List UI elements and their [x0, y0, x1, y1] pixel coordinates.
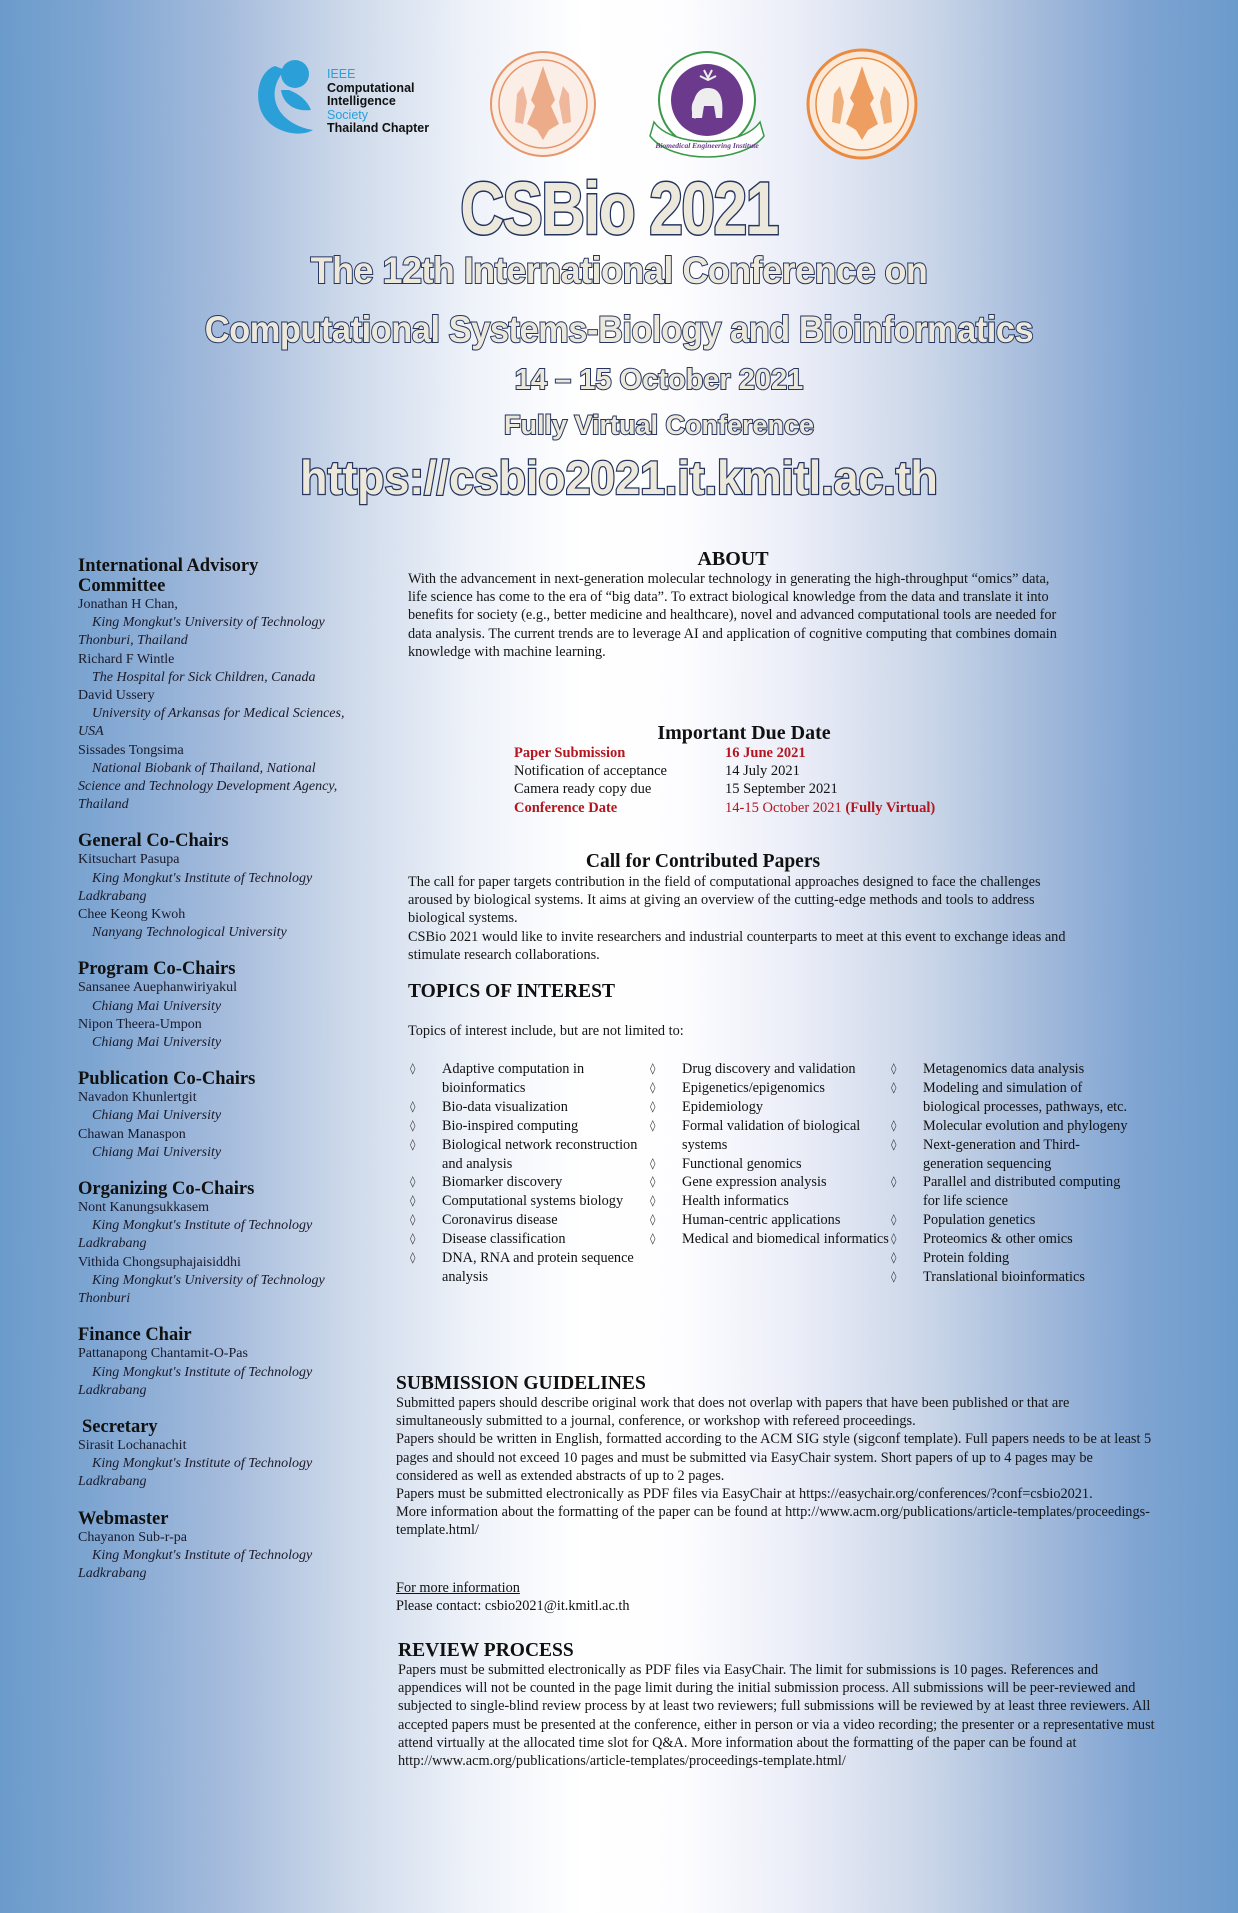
- submission-paragraph-2: Papers should be written in English, formatted according to the ACM SIG style (sigconf template). Full papers needs to be at least 5 pages and should not exceed 10 pages and must be submitted via EasyChair system. Short papers of up to 4 pages may be considered as well as extended abstracts of up to 2 pages.: [396, 1431, 1152, 1484]
- diamond-bullet-icon: ◊: [410, 1118, 416, 1132]
- member-affiliation: King Mongkut's University of Technology Thonburi, Thailand: [78, 615, 325, 649]
- member-affiliation: King Mongkut's Institute of Technology Ladkrabang: [78, 1218, 313, 1252]
- committee-general-co-chairs: [78, 831, 348, 942]
- topic-item: ◊ Epidemiology: [650, 1098, 764, 1115]
- topic-item: ◊ Computational systems biology: [410, 1193, 624, 1210]
- diamond-bullet-icon: ◊: [410, 1232, 416, 1246]
- ieee-cis-thailand-logo: [255, 52, 465, 152]
- diamond-bullet-icon: ◊: [410, 1194, 416, 1208]
- call-paragraph-2: CSBio 2021 would like to invite researchers and industrial counterparts to meet at this event to exchange ideas and stimulate research collaborations.: [408, 928, 1066, 963]
- conference-title: CSBio 2021: [460, 167, 778, 250]
- submission-title: SUBMISSION GUIDELINES: [396, 1373, 646, 1394]
- committee-publication-co-chairs: [78, 1069, 348, 1162]
- diamond-bullet-icon: ◊: [891, 1269, 897, 1283]
- committee-secretary: [78, 1417, 348, 1492]
- topic-item: ◊ Biological network reconstruction and analysis: [410, 1136, 638, 1172]
- member-name: Chee Keong Kwoh: [78, 907, 186, 923]
- diamond-bullet-icon: ◊: [410, 1175, 416, 1189]
- date-row-paper-submission: [514, 744, 994, 762]
- diamond-bullet-icon: ◊: [891, 1251, 897, 1265]
- topics-column-3: [891, 1060, 1131, 1287]
- review-title: REVIEW PROCESS: [398, 1640, 574, 1661]
- topic-item: ◊ Next-generation and Third-generation sequencing: [891, 1136, 1080, 1172]
- important-dates-section: [514, 722, 994, 817]
- date-label: Paper Submission: [514, 745, 626, 761]
- member-name: Nipon Theera-Umpon: [78, 1016, 202, 1032]
- committee-title: Publication Co-Chairs: [78, 1069, 256, 1090]
- committee-title: Finance Chair: [78, 1325, 192, 1346]
- date-row-notification: [514, 762, 994, 780]
- member-affiliation: King Mongkut's University of Technology Thonburi: [78, 1272, 325, 1307]
- submission-paragraph-3: Papers must be submitted electronically as PDF files via EasyChair at https://easychair.org/conferences/?conf=csbio2021.: [396, 1486, 1093, 1503]
- diamond-bullet-icon: ◊: [650, 1156, 656, 1170]
- topic-item: ◊ Parallel and distributed computing for life science: [891, 1174, 1121, 1210]
- call-for-papers-title: Call for Contributed Papers: [585, 851, 821, 872]
- diamond-bullet-icon: ◊: [410, 1062, 416, 1075]
- committee-webmaster: [78, 1509, 348, 1584]
- topic-item: ◊ Medical and biomedical informatics: [650, 1231, 889, 1248]
- date-row-conference: [514, 799, 994, 817]
- topics-intro: Topics of interest include, but are not limited to:: [408, 1023, 684, 1039]
- member-name: Sissades Tongsima: [78, 742, 184, 758]
- topic-item: ◊ Drug discovery and validation: [650, 1061, 856, 1077]
- topics-column-1: [410, 1060, 650, 1287]
- topic-item: ◊ Adaptive computation in bioinformatics: [410, 1061, 585, 1096]
- ieee-cis-mark-icon: [255, 56, 317, 138]
- committee-title: General Co-Chairs: [78, 831, 229, 852]
- member-affiliation: Chiang Mai University: [92, 1144, 222, 1160]
- more-information-link[interactable]: For more information: [396, 1580, 520, 1596]
- ieee-cis-text: [327, 68, 429, 136]
- date-value: 14-15 October 2021: [725, 799, 846, 816]
- member-name: Jonathan H Chan,: [78, 597, 178, 612]
- diamond-bullet-icon: ◊: [891, 1175, 897, 1189]
- member-affiliation: Chiang Mai University: [92, 1108, 222, 1124]
- topics-column-2: [650, 1060, 890, 1249]
- diamond-bullet-icon: ◊: [410, 1213, 416, 1227]
- diamond-bullet-icon: ◊: [410, 1137, 416, 1151]
- member-name: Sansanee Auephanwiriyakul: [78, 980, 238, 996]
- date-label: Camera ready copy due: [514, 781, 652, 798]
- topic-item: ◊ Molecular evolution and phylogeny: [891, 1117, 1128, 1134]
- topic-item: ◊ Epigenetics/epigenomics: [650, 1079, 825, 1096]
- chiang-mai-bme-seal-icon: [642, 48, 772, 168]
- topic-item: ◊ Disease classification: [410, 1231, 566, 1248]
- committee-title: International Advisory Committee: [78, 556, 259, 596]
- topic-item: ◊ Modeling and simulation of biological processes, pathways, etc.: [891, 1079, 1128, 1115]
- member-name: Navadon Khunlertgit: [78, 1090, 197, 1106]
- member-affiliation: Nanyang Technological University: [92, 925, 287, 941]
- computational-line: Computational: [327, 80, 415, 95]
- topic-item: ◊ Coronavirus disease: [410, 1212, 558, 1229]
- diamond-bullet-icon: ◊: [650, 1213, 656, 1227]
- diamond-bullet-icon: ◊: [891, 1232, 897, 1246]
- topic-item: ◊ Bio-inspired computing: [410, 1117, 579, 1134]
- submission-guidelines-section: [396, 1373, 1156, 1540]
- important-dates-title: Important Due Date: [657, 722, 831, 744]
- topics-title: TOPICS OF INTEREST: [408, 981, 615, 1002]
- topic-item: ◊ Population genetics: [891, 1212, 1036, 1229]
- committee-organizing-co-chairs: [78, 1179, 348, 1308]
- conference-mode: Fully Virtual Conference: [503, 410, 815, 440]
- contact-email[interactable]: Please contact: csbio2021@it.kmitl.ac.th: [396, 1598, 630, 1615]
- topic-item: ◊ Translational bioinformatics: [891, 1268, 1085, 1285]
- diamond-bullet-icon: ◊: [891, 1118, 897, 1132]
- date-note: (Fully Virtual): [845, 799, 936, 816]
- conference-dates: 14 – 15 October 2021: [514, 364, 804, 396]
- topic-item: ◊ Health informatics: [650, 1193, 789, 1210]
- date-row-camera-ready: [514, 780, 994, 798]
- committee-advisory: [78, 556, 348, 814]
- member-name: Vithida Chongsuphajaisiddhi: [78, 1254, 241, 1270]
- society-line: Society: [327, 107, 368, 122]
- committee-list: [78, 556, 348, 1600]
- topic-item: ◊ Biomarker discovery: [410, 1174, 563, 1191]
- conference-url-link[interactable]: https://csbio2021.it.kmitl.ac.th: [300, 451, 938, 504]
- committee-title: Webmaster: [78, 1508, 169, 1529]
- member-affiliation: The Hospital for Sick Children, Canada: [92, 669, 316, 685]
- member-name: Chayanon Sub-r-pa: [78, 1529, 187, 1545]
- topic-item: ◊ Proteomics & other omics: [891, 1231, 1073, 1248]
- diamond-bullet-icon: ◊: [891, 1062, 897, 1075]
- member-affiliation: King Mongkut's Institute of Technology Ladkrabang: [78, 870, 313, 904]
- committee-title: Program Co-Chairs: [78, 959, 236, 980]
- intelligence-line: Intelligence: [327, 94, 396, 108]
- date-label: Conference Date: [514, 799, 618, 816]
- diamond-bullet-icon: ◊: [891, 1137, 897, 1151]
- diamond-bullet-icon: ◊: [650, 1062, 656, 1075]
- topic-item: ◊ Metagenomics data analysis: [891, 1061, 1085, 1077]
- date-value: 15 September 2021: [725, 781, 838, 798]
- date-value: 16 June 2021: [725, 745, 806, 761]
- call-for-papers-section: [408, 851, 1068, 964]
- svg-text:Biomedical Engineering Institu: Biomedical Engineering Institute: [655, 141, 759, 150]
- committee-title: Organizing Co-Chairs: [78, 1179, 255, 1200]
- submission-paragraph-1: Submitted papers should describe original work that does not overlap with papers that have been published or that are simultaneously submitted to a journal, conference, or workshop with refereed proceedings.: [396, 1395, 1070, 1430]
- topic-item: ◊ DNA, RNA and protein sequence analysis: [410, 1250, 634, 1285]
- topic-item: ◊ Bio-data visualization: [410, 1098, 568, 1115]
- date-value: 14 July 2021: [725, 763, 800, 780]
- review-text: Papers must be submitted electronically as PDF files via EasyChair. The limit for submissions is 10 pages. References and appendices will not be counted in the page limit during the initial submission process. All submissions will be peer-reviewed and subjected to single-blind review process by at least two reviewers; full submissions will be reviewed by at least three reviewers. All accepted papers must be presented at the conference, either in person or via a video recording; the presenter or a representative must attend virtually at the allocated time slot for Q&A. More information about the formatting of the paper can be found at http://www.acm.org/publications/article-templates/proceedings-template.html/: [398, 1662, 1155, 1770]
- kmitl-seal-icon: [489, 50, 597, 158]
- conference-subtitle-line2: Computational Systems-Biology and Bioinformatics: [204, 309, 1034, 350]
- committee-finance-chair: [78, 1325, 348, 1400]
- topic-item: ◊ Human-centric applications: [650, 1212, 841, 1229]
- kmutt-seal-icon: [806, 48, 918, 160]
- member-affiliation: King Mongkut's Institute of Technology Ladkrabang: [78, 1456, 313, 1490]
- diamond-bullet-icon: ◊: [891, 1080, 897, 1094]
- diamond-bullet-icon: ◊: [650, 1175, 656, 1189]
- conference-subtitle-line1: The 12th International Conference on: [310, 250, 928, 291]
- topic-item: ◊ Gene expression analysis: [650, 1174, 827, 1191]
- contact-section: [396, 1579, 796, 1615]
- committee-title: Secretary: [82, 1416, 158, 1437]
- ieee-line: IEEE: [327, 67, 356, 81]
- member-name: Nont Kanungsukkasem: [78, 1200, 210, 1216]
- committee-program-co-chairs: [78, 959, 348, 1052]
- date-label: Notification of acceptance: [514, 763, 667, 780]
- about-section: [408, 548, 1058, 661]
- member-affiliation: King Mongkut's Institute of Technology Ladkrabang: [78, 1547, 313, 1581]
- diamond-bullet-icon: ◊: [650, 1099, 656, 1113]
- member-name: Richard F Wintle: [78, 651, 175, 667]
- about-title: ABOUT: [697, 548, 769, 570]
- diamond-bullet-icon: ◊: [891, 1213, 897, 1227]
- diamond-bullet-icon: ◊: [410, 1099, 416, 1113]
- member-affiliation: University of Arkansas for Medical Sciences, USA: [78, 706, 345, 740]
- topic-item: ◊ Protein folding: [891, 1250, 1010, 1267]
- member-affiliation: Chiang Mai University: [92, 998, 222, 1014]
- submission-paragraph-4: More information about the formatting of the paper can be found at http://www.acm.org/publications/article-templates/proceedings-template.html/: [396, 1504, 1150, 1539]
- member-name: Kitsuchart Pasupa: [78, 852, 180, 868]
- about-text: With the advancement in next-generation molecular technology in generating the high-throughput “omics” data, life science has come to the era of “big data”. To extract biological knowledge from the data and translate it into benefits for society (e.g., better medicine and healthcare), novel and advanced computational tools are needed for data analysis. The current trends are to leverage AI and application of cognitive computing that combines domain knowledge with machine learning.: [408, 571, 1057, 660]
- member-name: Chawan Manaspon: [78, 1126, 186, 1142]
- member-name: David Ussery: [78, 688, 155, 704]
- call-paragraph-1: The call for paper targets contribution in the field of computational approaches designed to face the challenges aroused by biological systems. It aims at giving an overview of the cutting-edge methods and tools to address biological systems.: [408, 874, 1041, 927]
- diamond-bullet-icon: ◊: [410, 1251, 416, 1265]
- diamond-bullet-icon: ◊: [650, 1232, 656, 1246]
- chapter-line: Thailand Chapter: [327, 121, 430, 135]
- diamond-bullet-icon: ◊: [650, 1080, 656, 1094]
- member-affiliation: King Mongkut's Institute of Technology Ladkrabang: [78, 1364, 313, 1398]
- member-affiliation: Chiang Mai University: [92, 1035, 222, 1051]
- topic-item: ◊ Functional genomics: [650, 1155, 802, 1172]
- review-process-section: [398, 1640, 1158, 1770]
- member-name: Pattanapong Chantamit-O-Pas: [78, 1346, 248, 1362]
- diamond-bullet-icon: ◊: [650, 1118, 656, 1132]
- diamond-bullet-icon: ◊: [650, 1194, 656, 1208]
- member-name: Sirasit Lochanachit: [78, 1437, 187, 1453]
- date-value-group: [725, 799, 935, 817]
- topic-item: ◊ Formal validation of biological systems: [650, 1117, 861, 1153]
- member-affiliation: National Biobank of Thailand, National Science and Technology Development Agency, Thailand: [78, 760, 338, 813]
